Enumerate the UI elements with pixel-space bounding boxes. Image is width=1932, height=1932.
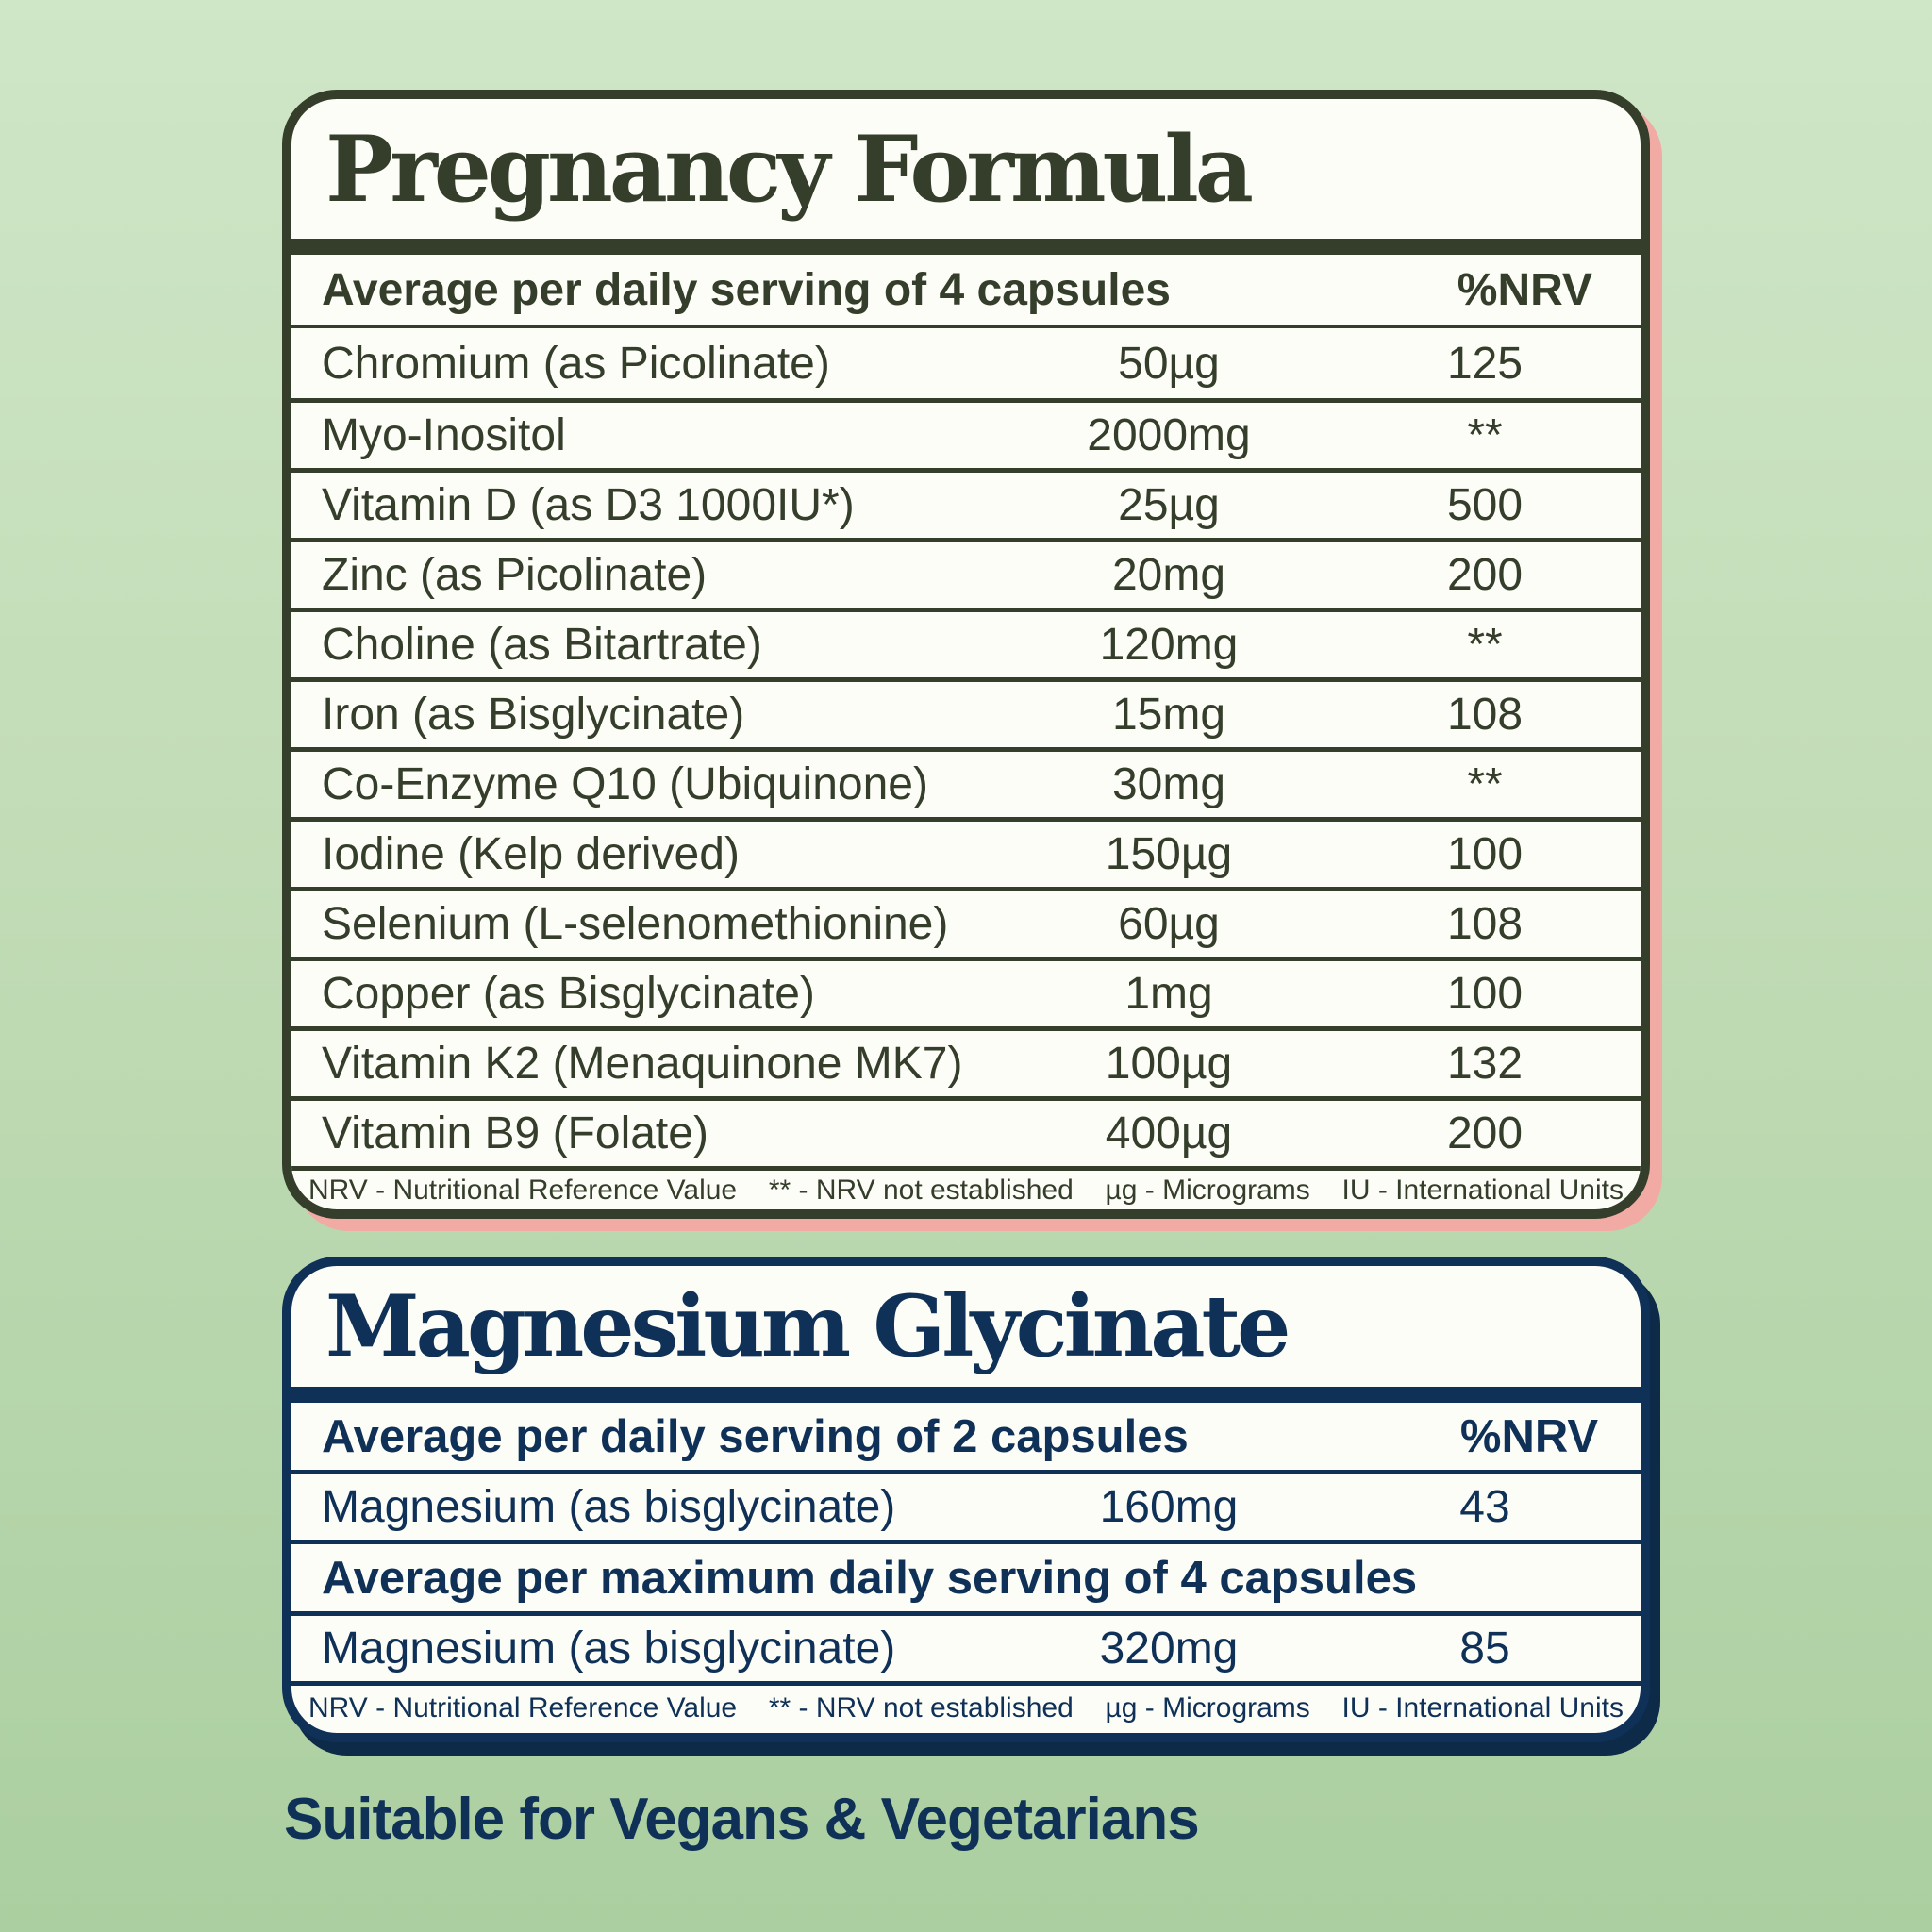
nutrient-amount: 2000mg (1087, 410, 1251, 460)
table-row (291, 1026, 1641, 1096)
table-row (291, 1474, 1641, 1544)
table-row (291, 747, 1641, 817)
pregnancy-formula-card (282, 90, 1650, 1219)
nutrient-nrv: 500 (1446, 480, 1524, 530)
title-divider-band (291, 239, 1641, 255)
nutrient-name: Vitamin B9 (Folate) (322, 1108, 708, 1158)
abbreviation-footnote (291, 1686, 1641, 1731)
abbreviation-footnote (291, 1166, 1641, 1209)
nutrient-amount: 120mg (1099, 620, 1239, 670)
table-row (291, 1616, 1641, 1686)
footnote-asterisk-definition: ** - NRV not established (768, 1174, 1074, 1206)
footnote-iu-definition: IU - International Units (1341, 1692, 1624, 1724)
table-header-row (291, 255, 1641, 328)
table-row (291, 677, 1641, 747)
nutrient-nrv: ** (1467, 620, 1503, 670)
table-row (291, 538, 1641, 608)
nutrient-name: Vitamin D (as D3 1000IU*) (322, 480, 855, 530)
nutrient-amount: 160mg (1099, 1482, 1239, 1532)
footnote-iu-definition: IU - International Units (1341, 1174, 1624, 1206)
nutrient-amount: 25µg (1118, 480, 1220, 530)
nutrient-name: Myo-Inositol (322, 410, 566, 460)
nutrient-amount: 400µg (1105, 1108, 1233, 1158)
nutrient-amount: 320mg (1099, 1624, 1239, 1674)
nrv-header-label: %NRV (1459, 1410, 1599, 1462)
vegan-suitability-text: Suitable for Vegans & Vegetarians (284, 1787, 1199, 1852)
nutrient-nrv: ** (1467, 410, 1503, 460)
nutrient-nrv: 85 (1459, 1624, 1510, 1674)
nrv-header-label: %NRV (1457, 264, 1592, 315)
table-row (291, 608, 1641, 677)
nutrient-name: Magnesium (as bisglycinate) (322, 1624, 896, 1674)
nutrient-amount: 15mg (1111, 690, 1226, 740)
table-row (291, 328, 1641, 398)
nutrient-name: Vitamin K2 (Menaquinone MK7) (322, 1039, 963, 1089)
magnesium-card-title: Magnesium Glycinate (325, 1276, 1288, 1376)
table-row (291, 957, 1641, 1026)
nutrient-amount: 50µg (1118, 338, 1220, 389)
table-row (291, 398, 1641, 468)
serving-header-label: Average per daily serving of 4 capsules (322, 264, 1171, 315)
nutrient-name: Copper (as Bisglycinate) (322, 969, 815, 1019)
footnote-nrv-definition: NRV - Nutritional Reference Value (308, 1692, 738, 1724)
serving-header-label: Average per daily serving of 2 capsules (322, 1410, 1189, 1462)
nutrient-name: Magnesium (as bisglycinate) (322, 1482, 896, 1532)
pregnancy-card-title: Pregnancy Formula (325, 115, 1250, 223)
nutrient-nrv: 43 (1459, 1482, 1510, 1532)
table-header-row (291, 1544, 1641, 1616)
magnesium-nutrition-table (291, 1403, 1641, 1731)
nutrient-amount: 60µg (1118, 899, 1220, 949)
table-row (291, 817, 1641, 887)
nutrient-amount: 1mg (1124, 969, 1213, 1019)
max-serving-header-label: Average per maximum daily serving of 4 capsules (322, 1552, 1418, 1604)
nutrient-name: Choline (as Bitartrate) (322, 620, 762, 670)
nutrient-amount: 30mg (1111, 759, 1226, 809)
pregnancy-nutrition-table (291, 255, 1641, 1209)
nutrient-name: Chromium (as Picolinate) (322, 338, 830, 389)
nutrient-name: Iodine (Kelp derived) (322, 829, 740, 879)
nutrient-nrv: ** (1467, 759, 1503, 809)
title-divider-band (291, 1387, 1641, 1403)
nutrient-name: Zinc (as Picolinate) (322, 550, 708, 600)
nutrient-amount: 20mg (1111, 550, 1226, 600)
nutrient-nrv: 100 (1446, 969, 1524, 1019)
nutrient-nrv: 125 (1446, 338, 1524, 389)
table-row (291, 1096, 1641, 1166)
nutrient-nrv: 108 (1446, 690, 1524, 740)
table-row (291, 468, 1641, 538)
footnote-nrv-definition: NRV - Nutritional Reference Value (308, 1174, 738, 1206)
nutrient-amount: 150µg (1105, 829, 1233, 879)
nutrient-nrv: 200 (1446, 550, 1524, 600)
nutrient-nrv: 132 (1446, 1039, 1524, 1089)
footnote-microgram-definition: µg - Micrograms (1105, 1174, 1310, 1206)
magnesium-glycinate-card (282, 1257, 1650, 1742)
footnote-asterisk-definition: ** - NRV not established (768, 1692, 1074, 1724)
table-row (291, 887, 1641, 957)
nutrient-name: Iron (as Bisglycinate) (322, 690, 745, 740)
nutrient-name: Co-Enzyme Q10 (Ubiquinone) (322, 759, 928, 809)
table-header-row (291, 1403, 1641, 1474)
nutrient-nrv: 200 (1446, 1108, 1524, 1158)
nutrient-name: Selenium (L-selenomethionine) (322, 899, 949, 949)
nutrient-amount: 100µg (1105, 1039, 1233, 1089)
nutrient-nrv: 108 (1446, 899, 1524, 949)
footnote-microgram-definition: µg - Micrograms (1105, 1692, 1310, 1724)
nutrient-nrv: 100 (1446, 829, 1524, 879)
